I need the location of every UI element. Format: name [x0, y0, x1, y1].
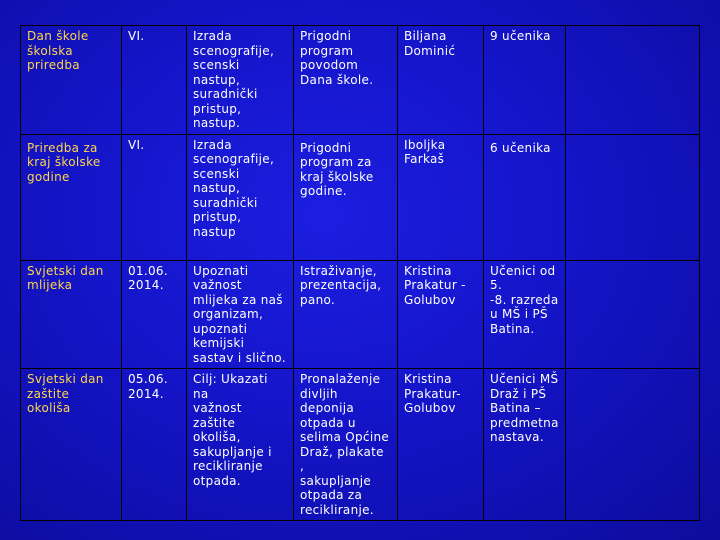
method-cell: Istraživanje, prezentacija, pano. — [300, 263, 382, 307]
activity-cell: Dan škole školska priredba — [27, 29, 89, 72]
leader-cell: Kristina Prakatur - Golubov — [404, 263, 466, 307]
activity-cell: Svjetski dan zaštite okoliša — [27, 372, 104, 415]
goal-cell: Upoznati važnost mlijeka za naš organizam, upoznati kemijski sastav i slično. — [193, 263, 286, 365]
method-cell: Prigodni program za kraj školske godine. — [300, 140, 374, 198]
empty-cell — [566, 369, 700, 521]
goal-cell: Cilj: Ukazati na važnost zaštite okoliša, sakupljanje i recikliranje otpada. — [193, 372, 272, 488]
empty-cell — [566, 26, 700, 135]
empty-cell — [566, 134, 700, 260]
table-row — [21, 260, 700, 369]
leader-cell: Kristina Prakatur- Golubov — [404, 372, 461, 415]
goal-cell: Izrada scenografije, scenski nastup, suradnički pristup, nastup. — [193, 29, 275, 130]
method-cell: Pronalaženje divljih deponija otpada u selima Općine Draž, plakate , sakupljanje otpada za recikliranje. — [300, 372, 390, 517]
table-row — [21, 369, 700, 521]
time-cell: VI. — [128, 137, 145, 152]
time-cell: 05.06. 2014. — [128, 372, 168, 401]
method-cell: Prigodni program povodom Dana škole. — [300, 29, 374, 87]
activity-cell: Priredba za kraj školske godine — [27, 140, 101, 184]
leader-cell: Iboljka Farkaš — [404, 137, 446, 166]
goal-cell: Izrada scenografije, scenski nastup, suradnički pristup, nastup — [193, 137, 275, 239]
activity-cell: Svjetski dan mlijeka — [27, 263, 104, 292]
participants-cell: 6 učenika — [490, 140, 551, 155]
time-cell: VI. — [128, 29, 145, 43]
table-row — [21, 26, 700, 135]
participants-cell: Učenici od 5. -8. razreda u MŠ i PŠ Batina. — [490, 263, 559, 336]
participants-cell: 9 učenika — [490, 29, 551, 43]
participants-cell: Učenici MŠ Draž i PŠ Batina – predmetna nastava. — [490, 372, 559, 444]
leader-cell: Biljana Dominić — [404, 29, 456, 58]
time-cell: 01.06. 2014. — [128, 263, 168, 292]
empty-cell — [566, 260, 700, 369]
activities-table — [20, 25, 700, 521]
table-row — [21, 134, 700, 260]
